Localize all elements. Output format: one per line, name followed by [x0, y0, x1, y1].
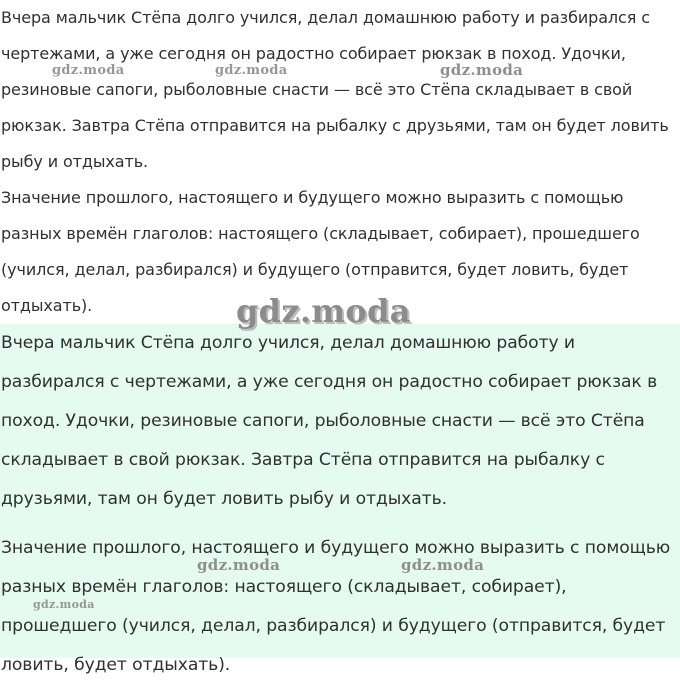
- watermark: gdz.moda: [440, 61, 524, 79]
- watermark-large: gdz.moda: [236, 292, 411, 330]
- question-paragraph-2: Значение прошлого, настоящего и будущего можно выразить с помощью разных времён глаголов: настоящего (складывает, собирает), прошедшего (учился, делал, разбирался) и будущего (отправится, будет ловить, будет отдыхать).: [1, 188, 640, 315]
- question-paragraph-1: Вчера мальчик Стёпа долго учился, делал домашнюю работу и разбирался с чертежами, а уже сегодня он радостно собирает рюкзак в поход. Удочки, резиновые сапоги, рыболовные снасти — всё это Стёпа складывает в свой рюкзак. Завтра Стёпа отправится на рыбалку с друзьями, там он будет ловить рыбу и отдыхать.: [1, 8, 669, 171]
- answer-paragraph-1: Вчера мальчик Стёпа долго учился, делал домашнюю работу и разбирался с чертежами, а уже сегодня он радостно собирает рюкзак в поход. Удочки, резиновые сапоги, рыболовные снасти — всё это Стёпа складывает в свой рюкзак. Завтра Стёпа отправится на рыбалку с друзьями, там он будет ловить рыбу и отдыхать.: [1, 333, 658, 509]
- watermark: gdz.moda: [52, 63, 125, 78]
- answer-paragraph-2: Значение прошлого, настоящего и будущего можно выразить с помощью разных времён глаголов: настоящего (складывает, собирает), прошедшего (учился, делал, разбирался) и будущего (отправится, будет ловить, будет отдыхать).: [1, 538, 671, 675]
- answer-block: [0, 324, 680, 675]
- watermark: gdz.moda: [215, 63, 288, 78]
- watermark: gdz.moda: [197, 556, 281, 574]
- watermark: gdz.moda: [401, 556, 485, 574]
- question-text: [0, 0, 680, 324]
- watermark: gdz.moda: [33, 598, 95, 611]
